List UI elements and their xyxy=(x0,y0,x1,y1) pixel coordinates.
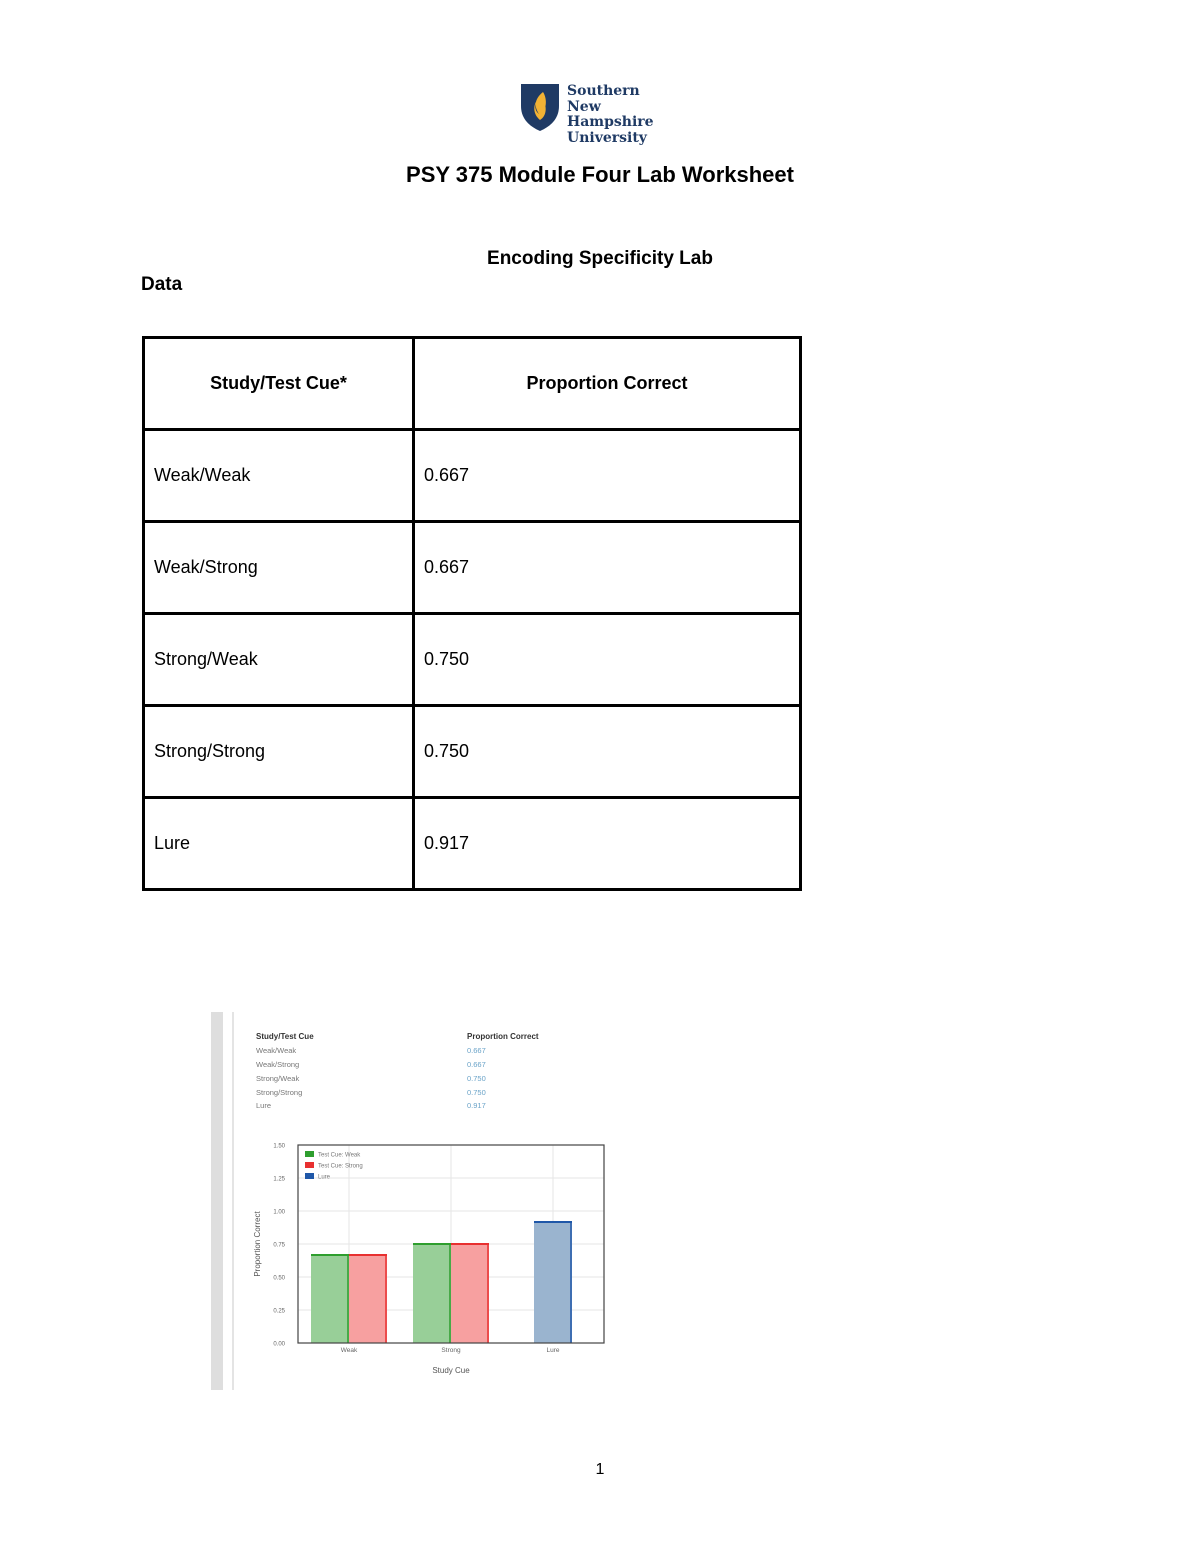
embedded-row-label: Weak/Strong xyxy=(256,1060,300,1069)
embedded-header: Proportion Correct xyxy=(467,1032,539,1041)
lab-title: Encoding Specificity Lab xyxy=(487,248,713,269)
section-heading: Data xyxy=(141,274,183,295)
university-logo xyxy=(519,82,689,146)
x-tick-label: Strong xyxy=(441,1347,461,1354)
embedded-header: Study/Test Cue xyxy=(256,1032,314,1041)
y-tick-label: 0.50 xyxy=(273,1275,285,1282)
embedded-row-label: Strong/Weak xyxy=(256,1074,300,1083)
table-cell: 0.750 xyxy=(414,706,801,798)
table-cell: Weak/Weak xyxy=(144,430,414,522)
table-row xyxy=(144,798,801,890)
embedded-row-value: 0.667 xyxy=(467,1046,486,1055)
legend-swatch xyxy=(305,1162,314,1168)
page-number: 1 xyxy=(595,1461,605,1478)
bar-chart xyxy=(240,1140,620,1385)
table-cell: Strong/Weak xyxy=(144,614,414,706)
embedded-row-label: Strong/Strong xyxy=(256,1088,303,1097)
table-row xyxy=(144,522,801,614)
legend-label: Lure xyxy=(318,1174,331,1181)
embedded-row-value: 0.667 xyxy=(467,1060,486,1069)
table-cell: 0.917 xyxy=(414,798,801,890)
university-name: Southern New Hampshire University xyxy=(567,83,654,146)
y-axis-title: Proportion Correct xyxy=(253,1211,262,1277)
table-row xyxy=(144,614,801,706)
y-tick-label: 0.25 xyxy=(273,1308,285,1315)
table-header-row xyxy=(144,338,801,430)
embedded-row-label: Lure xyxy=(256,1101,272,1110)
x-axis-title: Study Cue xyxy=(432,1366,470,1375)
table-cell: 0.667 xyxy=(414,430,801,522)
legend-label: Test Cue: Strong xyxy=(318,1163,363,1170)
y-tick-label: 0.75 xyxy=(273,1242,285,1249)
embedded-row-value: 0.750 xyxy=(467,1074,486,1083)
table-cell: 0.750 xyxy=(414,614,801,706)
table-cell: 0.667 xyxy=(414,522,801,614)
legend-label: Test Cue: Weak xyxy=(318,1152,361,1159)
screenshot-border xyxy=(211,1012,223,1390)
page-title: PSY 375 Module Four Lab Worksheet xyxy=(406,162,794,187)
bar xyxy=(311,1255,349,1343)
legend-swatch xyxy=(305,1151,314,1157)
table-cell: Lure xyxy=(144,798,414,890)
embedded-row-value: 0.750 xyxy=(467,1088,486,1097)
x-tick-label: Weak xyxy=(340,1347,358,1354)
y-tick-label: 1.50 xyxy=(273,1143,285,1150)
table-row xyxy=(144,706,801,798)
embedded-row-label: Weak/Weak xyxy=(256,1046,297,1055)
column-header: Study/Test Cue* xyxy=(144,338,414,430)
y-tick-label: 1.25 xyxy=(273,1176,285,1183)
results-table xyxy=(142,336,802,891)
table-cell: Weak/Strong xyxy=(144,522,414,614)
y-tick-label: 1.00 xyxy=(273,1209,285,1216)
screenshot-divider xyxy=(232,1012,234,1390)
bar xyxy=(413,1244,451,1343)
table-row xyxy=(144,430,801,522)
column-header: Proportion Correct xyxy=(414,338,801,430)
embedded-row-value: 0.917 xyxy=(467,1101,486,1110)
bar xyxy=(349,1255,387,1343)
legend-swatch xyxy=(305,1173,314,1179)
table-cell: Strong/Strong xyxy=(144,706,414,798)
shield-flame-icon xyxy=(519,82,561,132)
bar xyxy=(451,1244,489,1343)
y-tick-label: 0.00 xyxy=(273,1341,285,1348)
bar xyxy=(534,1222,572,1343)
x-tick-label: Lure xyxy=(546,1347,560,1354)
